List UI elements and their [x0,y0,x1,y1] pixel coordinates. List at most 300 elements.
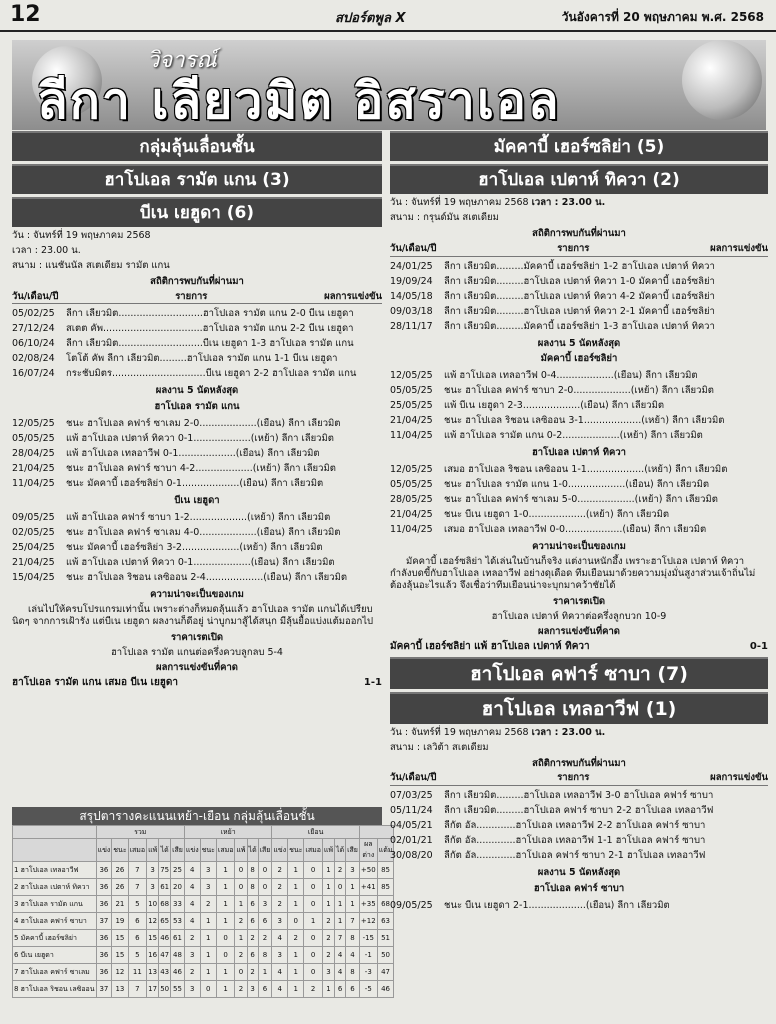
standings-cell: 37 [96,981,112,998]
standings-cell: 4 [184,862,200,879]
result-row [390,492,768,507]
standings-cell: 0 [235,964,247,981]
standings-cell: 6 [128,913,146,930]
result-row [12,476,382,491]
standings-cell: 85 [377,879,394,896]
standings-col: แพ้ [235,839,247,862]
form2-home-list [390,898,768,913]
standings-cell: 2 [235,913,247,930]
standings-col: ผลต่าง [359,839,377,862]
predict-title: ผลการแข่งขันที่คาด [156,662,238,674]
issue-date: วันอังคารที่ 20 พฤษภาคม พ.ศ. 2568 [561,10,764,24]
result-row [12,525,382,540]
row-date: 28/04/25 [12,448,55,460]
standings-cell: 4 [272,981,288,998]
row-date: 21/04/25 [390,509,433,521]
standings-cell: 1 [322,896,334,913]
result-row [390,818,768,833]
standings-cell: 1 [216,896,234,913]
result-row [390,522,768,537]
standings-cell: 1 [235,930,247,947]
result-row [390,413,768,428]
standings-cell: 0 [304,964,322,981]
standings-col: เสีย [258,839,272,862]
standings-cell: 11 [128,964,146,981]
row-text: ชนะ มัคคาบี้ เฮอร์ซลิย่า 0-1...................(เยือน) ลีกา เลียวมิต [66,478,324,490]
standings-cell: 36 [96,930,112,947]
row-text: สเตต คัพ.................................ฮาโปเอล รามัต แกน 2-2 บีเน เยฮูดา [66,323,354,335]
standings-row [13,862,394,879]
team-name: 5 มัคคาบี้ เฮอร์ซลิย่า [13,930,97,947]
match1-venue: สนาม : กรุนด์มัน สเตเดียม [390,211,499,223]
result-row [12,540,382,555]
standings-cell: 8 [346,964,360,981]
row-date: 02/08/24 [12,353,55,365]
standings-col: แพ้ [147,839,159,862]
row-text: ชนะ ฮาโปเอล คฟาร์ ซาบา 2-0...................(เหย้า) ลีกา เลียวมิต [444,385,714,397]
row-text: ลีกา เลียวมิต.........มัคคาบี้ เฮอร์ซลิย่า 1-2 ฮาโปเอล เปตาห์ ทิควา [444,260,715,272]
standings-cell: 26 [112,879,128,896]
standings-col: เสมอ [216,839,234,862]
right-column [390,131,768,913]
standings-cell: 3 [184,981,200,998]
standings-cell: 7 [128,981,146,998]
row-text: ลีกัต อัล.............ฮาโปเอล เทลอาวีฟ 1-1 ฮาโปเอล คฟาร์ ซาบา [444,835,706,847]
standings-cell: 6 [128,930,146,947]
result-row [390,368,768,383]
standings-cell: 2 [272,862,288,879]
standings-cell: 7 [335,930,346,947]
standings-cell: 1 [200,947,216,964]
form-away-title: บีเน เยฮูดา [174,495,220,507]
standings-cell: 0 [304,862,322,879]
row-date: 21/04/25 [390,415,433,427]
form1-title: ผลงาน 5 นัดหลังสุด [537,337,621,349]
row-text: แพ้ ฮาโปเอล คฟาร์ ซาบา 1-2...................(เหย้า) ลีกา เลียวมิต [66,512,331,523]
standings-cell: 65 [159,913,171,930]
standings-cell: 1 [288,964,304,981]
standings-cell: 1 [288,981,304,998]
standings-cell: 46 [171,964,185,981]
row-text: ชนะ บีเน เยฮูดา 2-1...................(เยือน) ลีกา เลียวมิต [444,900,670,911]
standings-cell: 21 [112,896,128,913]
standings-cell: 2 [335,862,346,879]
col-event: รายการ [175,290,208,302]
standings-cell: 2 [288,930,304,947]
standings-col: เสีย [346,839,360,862]
row-date: 12/05/25 [390,464,433,476]
standings-cell: 1 [322,879,334,896]
standings-col: แข่ง [272,839,288,862]
standings-cell: 1 [322,981,334,998]
standings-cell: 6 [247,947,258,964]
standings-cell: 3 [346,862,360,879]
standings-cell: 2 [235,947,247,964]
row-text: ชนะ ฮาโปเอล คฟาร์ ซาเลม 2-0...................(เยือน) ลีกา เลียวมิต [66,418,341,430]
row-date: 14/05/18 [390,290,433,302]
result-row [390,803,768,818]
standings-cell: 0 [304,947,322,964]
match1-away-bar: ฮาโปเอล เปตาห์ ทิควา (2) [390,164,768,194]
standings-table [12,807,393,998]
standings-cell: 26 [112,862,128,879]
analysis-text: เล่นไปให้ครบโปรแกรมเท่านั้น เพราะต่างก็หมดลุ้นแล้ว ฮาโปเอล รามัต แกนได้เปรียบนิดๆ จากการเฝ้ารัง แต่บีเน เยฮูดา ผลงานก็ดีอยู่ น่าบูกมาสู้ได้สนุก มีลุ้นยื้อแบ่งแต้มออกไป [12,603,374,627]
standings-row [13,913,394,930]
standings-cell: 2 [184,930,200,947]
result-row [12,431,382,446]
standings-col: เสมอ [304,839,322,862]
standings-cell: 0 [335,879,346,896]
team-name: 7 ฮาโปเอล คฟาร์ ซาเลม [13,964,97,981]
row-text: ลีกา เลียวมิต.........ฮาโปเอล เปตาห์ ทิควา 4-2 มัคคาบี้ เฮอร์ซลิย่า [444,290,715,302]
row-text: ชนะ ฮาโปเอล คฟาร์ ซาเลม 4-0...................(เยือน) ลีกา เลียวมิต [66,527,341,538]
standings-cell: 43 [159,964,171,981]
row-text: ลีกา เลียวมิต.........มัคคาบี้ เฮอร์ซลิย่า 1-3 ฮาโปเอล เปตาห์ ทิควา [444,320,715,332]
standings-cell: -5 [359,981,377,998]
form2-title: ผลงาน 5 นัดหลังสุด [537,867,621,879]
standings-cell: 6 [258,913,272,930]
standings-cell: 15 [147,930,159,947]
page-header [0,0,776,32]
standings-cell: 1 [200,930,216,947]
row-text: ชนะ ฮาโปเอล ริชอน เลซิออน 2-4...................(เยือน) ลีกา เลียวมิต [66,572,348,583]
standings-cell: 2 [322,913,334,930]
standings-cell: 1 [288,879,304,896]
standings-cell: 0 [304,930,322,947]
price-text: ฮาโปเอล รามัต แกนต่อครึ่งควบลูกลบ 5-4 [111,646,283,658]
match-time: เวลา : 23.00 น. [12,244,81,256]
row-text: ชนะ ฮาโปเอล ริชอน เลซิออน 3-1...................(เหย้า) ลีกา เลียวมิต [444,415,725,427]
standings-cell: 8 [258,947,272,964]
result-row [12,461,382,476]
row-date: 16/07/24 [12,368,55,380]
predict1-title: ผลการแข่งขันที่คาด [538,626,620,638]
standings-row [13,981,394,998]
standings-cell: 4 [272,964,288,981]
h2h-title: สถิติการพบกันที่ผ่านมา [150,275,244,287]
row-text: ชนะ ฮาโปเอล รามัต แกน 1-0...................(เยือน) ลีกา เลียวมิต [444,479,710,491]
result-row [12,446,382,461]
row-text: ลีกา เลียวมิต............................ฮาโปเอล รามัต แกน 2-0 บีเน เยฮูดา [66,308,354,320]
standings-cell: 3 [200,862,216,879]
standings-cell: 36 [96,879,112,896]
h2h2-list [390,788,768,863]
match2-venue: สนาม : เลวิต้า สเตเดียม [390,741,489,753]
banner-subtitle: วิจารณ์ [147,48,217,73]
row-text: ชนะ มัคคาบี้ เฮอร์ซลิย่า 3-2...................(เหย้า) ลีกา เลียวมิต [66,542,323,553]
result-row [390,898,768,913]
row-date: 12/05/25 [12,418,55,430]
row-date: 24/01/25 [390,260,433,272]
standings-cell: 10 [147,896,159,913]
row-date: 05/02/25 [12,308,55,320]
standings-cell: 3 [200,879,216,896]
standings-cell: 3 [322,964,334,981]
row-date: 07/03/25 [390,790,433,802]
standings-cell: 0 [235,862,247,879]
row-date: 02/01/21 [390,835,433,847]
standings-group-header [13,826,394,839]
row-text: ชนะ ฮาโปเอล คฟาร์ ซาบา 4-2...................(เหย้า) ลีกา เลียวมิต [66,463,336,475]
page-number: 12 [10,2,41,27]
standings-cell: 20 [171,879,185,896]
row-date: 09/05/25 [390,900,433,911]
standings-cell: 50 [377,947,394,964]
row-date: 19/09/24 [390,275,433,287]
standings-cell: 2 [200,896,216,913]
predict1-score: 0-1 [749,641,768,653]
standings-cell: 2 [258,930,272,947]
standings-cell: 4 [184,896,200,913]
row-date: 25/05/25 [390,400,433,412]
standings-column-header [13,839,394,862]
standings-cell: 2 [304,981,322,998]
standings-cell: 2 [184,964,200,981]
standings-cell: 7 [128,879,146,896]
standings-cell: 12 [112,964,128,981]
row-text: แพ้ ฮาโปเอล รามัต แกน 0-2...................(เหย้า) ลีกา เลียวมิต [444,430,703,442]
match2-away-bar: ฮาโปเอล เทลอาวีฟ (1) [390,692,768,724]
result-row [390,477,768,492]
row-date: 05/11/24 [390,805,433,817]
standings-col: เสีย [171,839,185,862]
group-home: เหย้า [184,826,272,839]
standings-cell: 63 [377,913,394,930]
banner-title: ลีกา เลียวมิต อิสราเอล [37,72,561,130]
price1-text: ฮาโปเอล เปตาห์ ทิควาต่อครึ่งลูกบวก 10-9 [491,610,667,622]
standings-cell: 6 [247,896,258,913]
home-team-bar: ฮาโปเอล รามัต แกน (3) [12,164,382,194]
standings-cell: 1 [216,862,234,879]
result-row [390,304,768,319]
standings-cell: 4 [184,913,200,930]
standings-cell: +50 [359,862,377,879]
standings-cell: 1 [216,981,234,998]
match1-home-bar: มัคคาบี้ เฮอร์ซลิย่า (5) [390,131,768,161]
standings-row [13,964,394,981]
analysis1-text: มัคคาบี้ เฮอร์ซลิย่า ได้เล่นในบ้านก็จริง แต่งานหนักอึ้ง เพราะฮาโปเอล เปตาห์ ทิควา กำลังบดขี้กับฮาโปเอล เทลอาวีฟ อย่างดุเดือด ทีมเยือนมาด้วยความมุ่งมั่นสูงาส่วนเจ้าถิ่นไม่ต้องลุ้นอะไรแล้ว จึงเชื่อว่าทีมเยือนน่าจะบุกมาคว้าชัยได้ [390,556,756,591]
form1-away-title: ฮาโปเอล เปตาห์ ทิควา [532,447,626,459]
row-text: ลีกา เลียวมิต.........ฮาโปเอล เปตาห์ ทิควา 2-1 มัคคาบี้ เฮอร์ซลิย่า [444,305,715,317]
standings-col: เสมอ [128,839,146,862]
standings-cell: 0 [216,930,234,947]
standings-cell: 25 [171,862,185,879]
form-title: ผลงาน 5 นัดหลังสุด [155,385,239,397]
standings-cell: 1 [216,913,234,930]
result-row [390,428,768,443]
standings-cell: +12 [359,913,377,930]
standings-cell: 15 [112,930,128,947]
standings-cell: 8 [346,930,360,947]
match-venue: สนาม : แนชันนัล สเตเดียม รามัต แกน [12,259,170,271]
standings-cell: 8 [247,879,258,896]
standings-cell: -15 [359,930,377,947]
standings-cell: 50 [159,981,171,998]
row-text: แพ้ ฮาโปเอล เปตาห์ ทิควา 0-1...................(เหย้า) ลีกา เลียวมิต [66,433,334,445]
result-row [390,848,768,863]
standings-cell: 36 [96,947,112,964]
standings-col: ชนะ [200,839,216,862]
row-text: ลีกัต อัล.............ฮาโปเอล คฟาร์ ซาบา 2-1 ฮาโปเอล เทลอาวีฟ [444,850,706,862]
row-date: 02/05/25 [12,527,55,538]
standings-cell: 3 [258,896,272,913]
result-row [390,383,768,398]
row-date: 21/04/25 [12,557,55,568]
team-name: 6 บีเน เยฮูดา [13,947,97,964]
result-row [12,336,382,351]
standings-cell: 13 [147,964,159,981]
form-home-list [12,416,382,491]
standings-cell: 46 [159,930,171,947]
row-date: 25/04/25 [12,542,55,553]
standings-col: ได้ [335,839,346,862]
standings-cell: -3 [359,964,377,981]
form-home-title: ฮาโปเอล รามัต แกน [154,401,240,413]
standings-cell: 2 [247,964,258,981]
standings-row [13,896,394,913]
match1-day-time: วัน : จันทร์ที่ 19 พฤษภาคม 2568 เวลา : 23.00 น. [390,197,606,208]
row-date: 28/11/17 [390,320,433,332]
standings-cell: 3 [184,947,200,964]
row-text: กระชับมิตร...............................บีเน เยฮูดา 2-2 ฮาโปเอล รามัต แกน [66,368,357,380]
row-date: 11/04/25 [390,430,433,442]
group-title: กลุ่มลุ้นเลื่อนชั้น [12,131,382,161]
standings-cell: 5 [128,947,146,964]
team-name: 1 ฮาโปเอล เทลอาวีฟ [13,862,97,879]
standings-cell: 36 [96,964,112,981]
standings-cell: 3 [247,981,258,998]
standings-cell: 1 [322,862,334,879]
team-name: 2 ฮาโปเอล เปตาห์ ทิควา [13,879,97,896]
standings-cell: 6 [346,981,360,998]
row-date: 05/05/25 [12,433,55,445]
standings-cell: 6 [335,981,346,998]
result-row [12,555,382,570]
standings-cell: 2 [272,896,288,913]
row-text: แพ้ บีเน เยฮูดา 2-3...................(เยือน) ลีกา เลียวมิต [444,400,664,412]
row-text: แพ้ ฮาโปเอล เทลอาวีฟ 0-1...................(เยือน) ลีกา เลียวมิต [66,448,320,460]
row-date: 09/05/25 [12,512,55,523]
team-name: 3 ฮาโปเอล รามัต แกน [13,896,97,913]
standings-row [13,947,394,964]
row-text: ชนะ ฮาโปเอล คฟาร์ ซาเลม 5-0...................(เหย้า) ลีกา เลียวมิต [444,494,718,506]
standings-cell: 4 [335,964,346,981]
standings-col: แต้ม [377,839,394,862]
analysis1-title: ความน่าจะเป็นของเกม [532,541,626,553]
standings-body [13,862,394,998]
h2h1-title: สถิติการพบกันที่ผ่านมา [532,227,626,239]
col-date: วัน/เดือน/ปี [12,290,59,302]
standings-cell: +41 [359,879,377,896]
left-column [12,131,382,693]
result-row [390,833,768,848]
row-date: 12/05/25 [390,370,433,382]
standings-cell: 7 [346,913,360,930]
col-result: ผลการแข่งขัน [324,290,382,302]
predict-score: 1-1 [363,677,382,689]
analysis-title: ความน่าจะเป็นของเกม [150,589,244,600]
result-row [390,274,768,289]
standings-col: แข่ง [96,839,112,862]
row-text: เสมอ ฮาโปเอล เทลอาวีฟ 0-0...................(เยือน) ลีกา เลียวมิต [444,524,707,536]
standings-cell: 1 [258,964,272,981]
team-name: 8 ฮาโปเอล ริชอน เลซิออน [13,981,97,998]
football-icon [682,40,762,120]
result-row [12,366,382,381]
newspaper-logo: สปอร์ตพูล X [335,11,406,26]
standings-cell: 2 [322,930,334,947]
row-text: ลีกา เลียวมิต............................บีเน เยฮูดา 1-3 ฮาโปเอล รามัต แกน [66,338,354,350]
standings-cell: 0 [258,862,272,879]
standings-cell: 68 [377,896,394,913]
standings-cell: 6 [247,913,258,930]
standings-cell: 3 [272,913,288,930]
form1-away-list [390,462,768,537]
standings-cell: 2 [247,930,258,947]
standings-col: แพ้ [322,839,334,862]
standings-col: ได้ [247,839,258,862]
standings-cell: 1 [288,947,304,964]
standings-cell: 36 [96,896,112,913]
standings-col: ได้ [159,839,171,862]
result-row [390,788,768,803]
away-team-bar: บีเน เยฮูดา (6) [12,197,382,227]
standings-cell: 13 [112,981,128,998]
row-date: 09/03/18 [390,305,433,317]
standings-cell: 68 [159,896,171,913]
standings-cell: 2 [322,947,334,964]
standings-cell: 5 [128,896,146,913]
standings-cell: 0 [235,879,247,896]
result-row [390,462,768,477]
row-text: แพ้ ฮาโปเอล เทลอาวีฟ 0-4...................(เยือน) ลีกา เลียวมิต [444,370,698,382]
result-row [390,507,768,522]
price1-title: ราคาเรตเปิด [552,595,606,607]
standings-cell: -1 [359,947,377,964]
h2h-header [12,291,382,305]
h2h2-title: สถิติการพบกันที่ผ่านมา [532,757,626,769]
standings-cell: 0 [304,879,322,896]
row-date: 04/05/21 [390,820,433,832]
standings-cell: 3 [147,879,159,896]
h2h1-list [390,259,768,334]
group-total: รวม [96,826,184,839]
standings-cell: 0 [200,981,216,998]
predict1-row [390,641,768,654]
standings-cell: 2 [272,879,288,896]
row-date: 05/05/25 [390,479,433,491]
standings-cell: 61 [159,879,171,896]
standings-cell: 85 [377,862,394,879]
standings-cell: 4 [272,930,288,947]
row-date: 28/05/25 [390,494,433,506]
standings-cell: 1 [200,964,216,981]
result-row [12,321,382,336]
standings-cell: 4 [346,947,360,964]
standings-cell: 75 [159,862,171,879]
row-text: ลีกา เลียวมิต.........ฮาโปเอล คฟาร์ ซาบา 2-2 ฮาโปเอล เทลอาวีฟ [444,805,714,817]
row-text: เสมอ ฮาโปเอล ริชอน เลซิออน 1-1...................(เหย้า) ลีกา เลียวมิต [444,464,728,476]
result-row [12,570,382,585]
h2h-list [12,306,382,381]
h2h2-header: วัน/เดือน/ปี รายการ ผลการแข่งขัน [390,772,768,786]
standings-cell: 0 [216,947,234,964]
standings-cell: 0 [258,879,272,896]
row-date: 11/04/25 [390,524,433,536]
standings-cell: 55 [171,981,185,998]
predict-row [12,677,382,690]
predict1-text: มัคคาบี้ เฮอร์ซลิย่า แพ้ ฮาโปเอล เปตาห์ ทิควา [390,641,590,653]
